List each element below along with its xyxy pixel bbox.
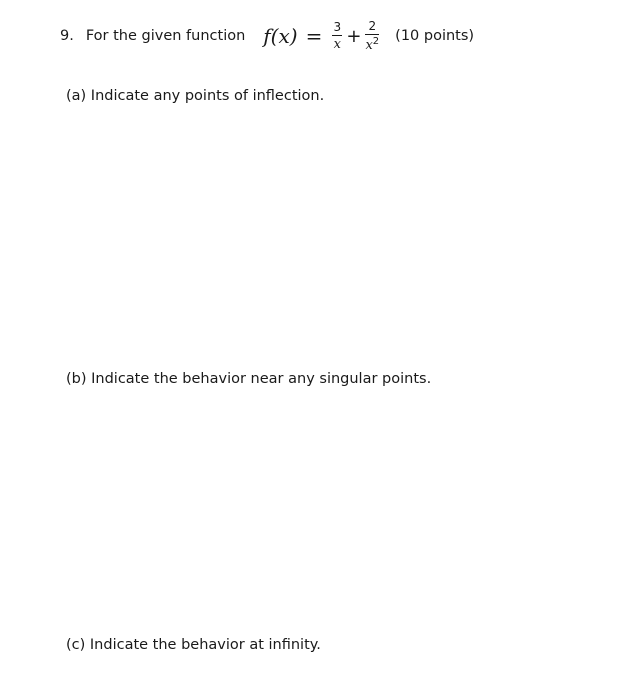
part-c-prompt: (c) Indicate the behavior at infinity. — [66, 637, 321, 653]
question-intro: For the given function — [85, 28, 246, 44]
formula-plus: + — [346, 25, 362, 47]
question-points: (10 points) — [395, 28, 475, 44]
fraction-denominator: x — [333, 37, 342, 52]
fraction-2-over-x-squared — [365, 20, 379, 52]
formula-lhs: f(x) — [263, 24, 298, 48]
part-b-prompt: (b) Indicate the behavior near any singular points. — [66, 371, 432, 387]
fraction-denominator — [365, 35, 379, 52]
formula-equals: = — [305, 24, 323, 48]
fraction-3-over-x — [332, 21, 342, 51]
fraction-numerator: 2 — [368, 19, 377, 33]
part-a-prompt: (a) Indicate any points of inflection. — [66, 88, 325, 104]
question-number: 9. — [60, 28, 74, 44]
function-formula — [263, 20, 381, 52]
question-header — [60, 14, 474, 58]
denominator-exponent: 2 — [372, 36, 380, 47]
fraction-numerator: 3 — [333, 20, 342, 34]
denominator-base: x — [365, 38, 373, 53]
